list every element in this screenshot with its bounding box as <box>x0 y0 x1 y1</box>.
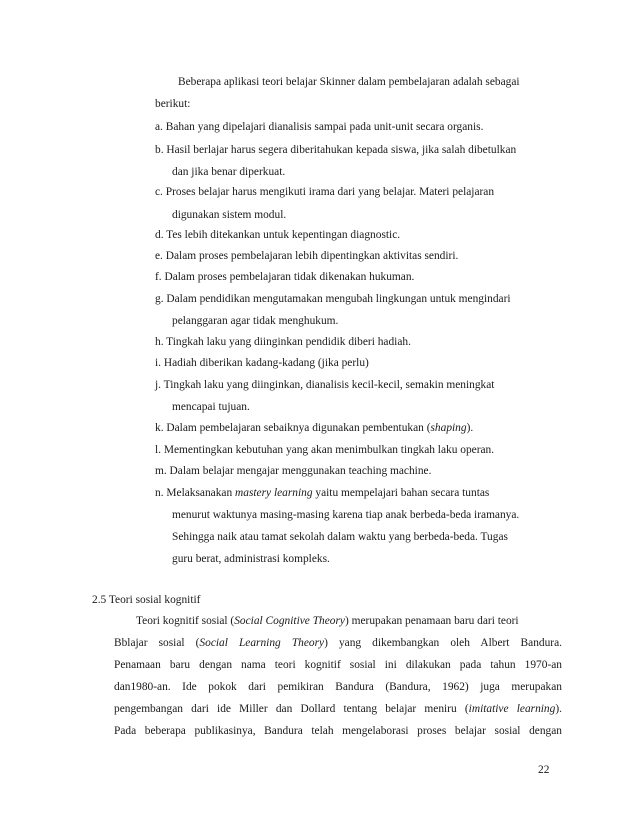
list-item-g: g. Dalam pendidikan mengutamakan mengubah lingkungan untuk mengindari <box>155 293 511 305</box>
list-item-k-term: shaping <box>430 422 467 434</box>
list-item-n-continuation-2: Sehingga naik atau tamat sekolah dalam waktu yang berbeda-beda. Tugas <box>172 531 508 543</box>
paragraph-line-1-term: Social Cognitive Theory <box>234 615 345 627</box>
list-item-l: l. Mementingkan kebutuhan yang akan menimbulkan tingkah laku operan. <box>155 444 495 456</box>
paragraph-line-5-term: imitative learning <box>468 703 556 715</box>
list-item-k-text: k. Dalam pembelajaran sebaiknya digunakan pembentukan ( <box>155 422 431 434</box>
list-item-c: c. Proses belajar harus mengikuti irama dari yang belajar. Materi pelajaran <box>155 186 495 198</box>
list-item-e: e. Dalam proses pembelajaran lebih dipentingkan aktivitas sendiri. <box>155 250 459 262</box>
list-item-h: h. Tingkah laku yang diinginkan pendidik diberi hadiah. <box>155 336 411 348</box>
list-item-n-text: n. Melaksanakan <box>155 487 236 499</box>
list-item-g-continuation: pelanggaran agar tidak menghukum. <box>172 315 339 327</box>
list-item-a: a. Bahan yang dipelajari dianalisis sampai pada unit-unit secara organis. <box>155 121 484 133</box>
paragraph-line-1-text: Teori kognitif sosial ( <box>136 615 235 627</box>
page-number: 22 <box>538 764 550 776</box>
list-item-b-continuation: dan jika benar diperkuat. <box>172 166 286 178</box>
section-heading: 2.5 Teori sosial kognitif <box>92 594 201 606</box>
paragraph-line-4: dan1980-an. Ide pokok dari pemikiran Bandura (Bandura, 1962) juga merupakan <box>114 681 562 693</box>
list-item-b: b. Hasil berlajar harus segera diberitahukan kepada siswa, jika salah dibetulkan <box>155 144 517 156</box>
list-item-j: j. Tingkah laku yang diinginkan, dianalisis kecil-kecil, semakin meningkat <box>155 379 495 391</box>
list-item-k-end: ). <box>466 422 474 434</box>
list-item-f: f. Dalam proses pembelajaran tidak dikenakan hukuman. <box>155 271 415 283</box>
intro-continuation: berikut: <box>155 98 191 110</box>
list-item-n <box>155 486 489 500</box>
list-item-j-continuation: mencapai tujuan. <box>172 401 250 413</box>
paragraph-line-2-end: ) yang dikembangkan oleh Albert Bandura. <box>324 637 562 649</box>
list-item-n-continuation-3: guru berat, administrasi kompleks. <box>172 553 330 565</box>
list-item-k <box>155 421 473 435</box>
paragraph-line-2 <box>114 636 562 650</box>
paragraph-line-6: Pada beberapa publikasinya, Bandura telah mengelaborasi proses belajar sosial dengan <box>114 725 562 737</box>
paragraph-line-1 <box>136 614 519 628</box>
list-item-c-continuation: digunakan sistem modul. <box>172 209 287 221</box>
list-item-n-continuation-1: menurut waktunya masing-masing karena tiap anak berbeda-beda iramanya. <box>172 509 520 521</box>
paragraph-line-1-end: ) merupakan penamaan baru dari teori <box>344 615 519 627</box>
paragraph-line-5-end: ). <box>555 703 562 715</box>
paragraph-line-2-term: Social Learning Theory <box>199 637 325 649</box>
paragraph-line-3: Penamaan baru dengan nama teori kognitif sosial ini dilakukan pada tahun 1970-an <box>114 659 562 671</box>
list-item-i: i. Hadiah diberikan kadang-kadang (jika perlu) <box>155 357 369 369</box>
paragraph-line-5 <box>114 702 562 716</box>
paragraph-line-5-text: pengembangan dari ide Miller dan Dollard tentang belajar meniru ( <box>114 703 469 715</box>
paragraph-line-2-text: Bblajar sosial ( <box>114 637 200 649</box>
intro-line: Beberapa aplikasi teori belajar Skinner dalam pembelajaran adalah sebagai <box>178 76 520 88</box>
list-item-n-end: yaitu mempelajari bahan secara tuntas <box>312 487 490 499</box>
list-item-d: d. Tes lebih ditekankan untuk kepentingan diagnostic. <box>155 229 401 241</box>
list-item-n-term: mastery learning <box>235 487 313 499</box>
list-item-m: m. Dalam belajar mengajar menggunakan teaching machine. <box>155 465 432 477</box>
